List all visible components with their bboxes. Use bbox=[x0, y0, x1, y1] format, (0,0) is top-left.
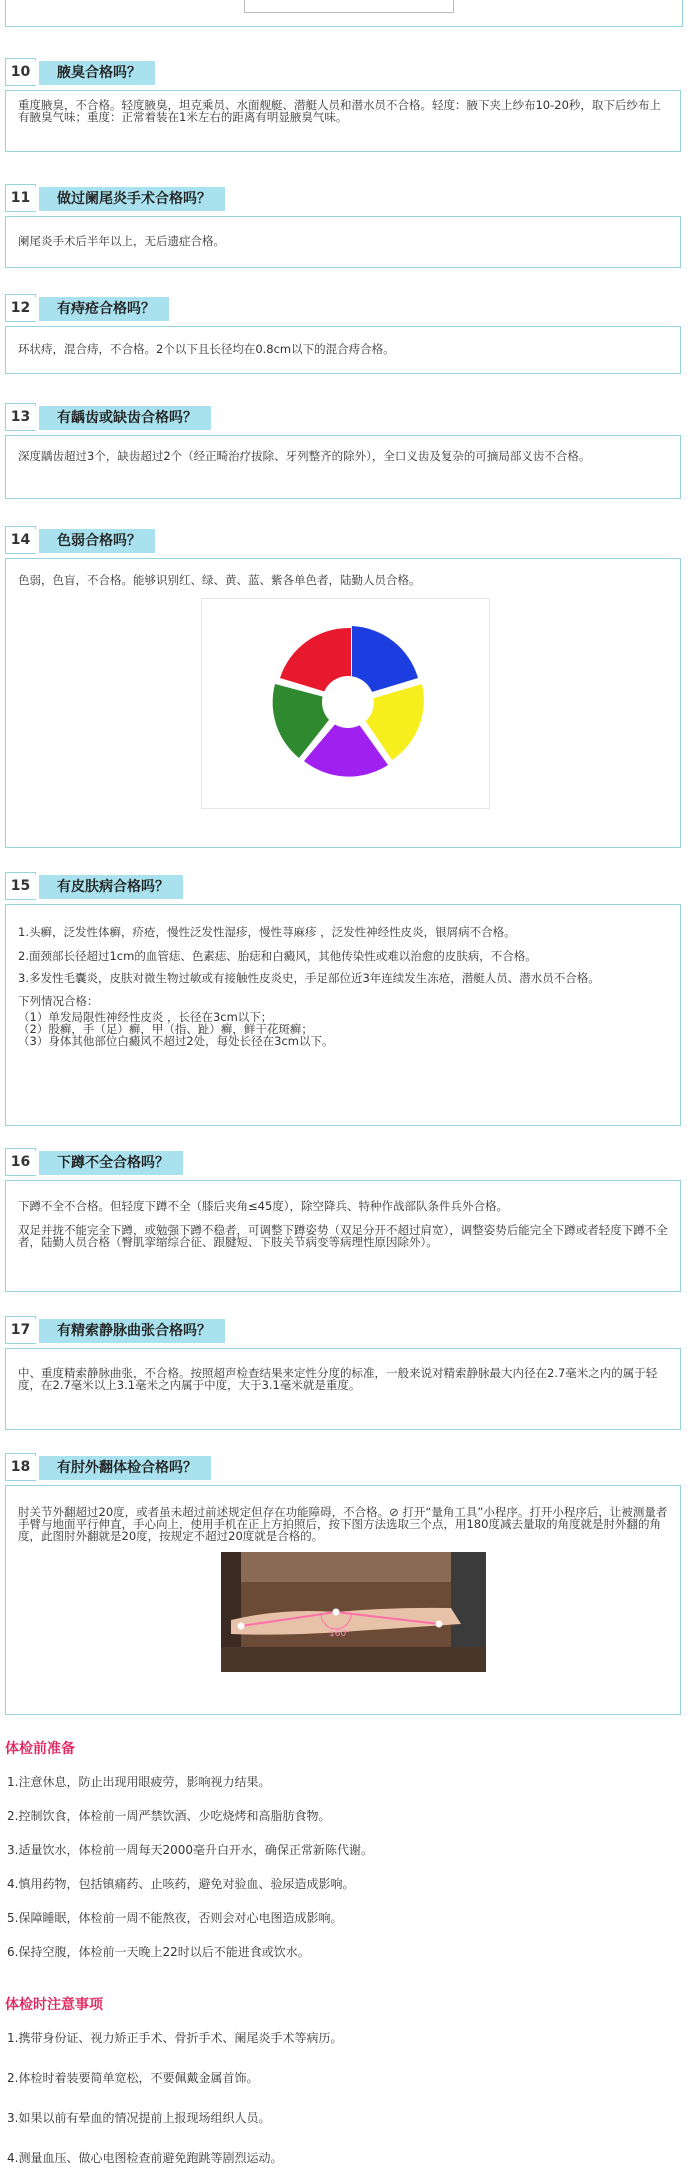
section-content bbox=[5, 558, 681, 848]
previous-image-frame bbox=[244, 0, 454, 13]
list-item: （2）股癣，手（足）癣，甲（指、趾）癣，鲜干花斑癣； bbox=[18, 1022, 313, 1036]
paragraph: 3.多发性毛囊炎，皮肤对微生物过敏或有接触性皮炎史，手足部位近3年连续发生冻疮，潜艇人员、潜水员不合格。 bbox=[18, 971, 600, 985]
section-header bbox=[5, 294, 685, 322]
section-12 bbox=[5, 294, 685, 374]
section-number: 11 bbox=[5, 184, 36, 212]
paragraph: 深度龋齿超过3个，缺齿超过2个（经正畸治疗拔除、牙列整齐的除外），全口义齿及复杂的可摘局部义齿不合格。 bbox=[18, 449, 591, 463]
section-number: 14 bbox=[5, 526, 36, 554]
section-header bbox=[5, 1148, 685, 1176]
section-content bbox=[5, 1485, 681, 1715]
section-title: 有肘外翻体检合格吗？ bbox=[35, 1456, 211, 1480]
prep-item: 3.适量饮水，体检前一周每天2000毫升白开水，确保正常新陈代谢。 bbox=[7, 1843, 373, 1857]
exam-notes bbox=[5, 1994, 685, 2178]
notes-item: 1.携带身份证、视力矫正手术、骨折手术、阑尾炎手术等病历。 bbox=[7, 2031, 343, 2045]
prep-item: 5.保障睡眠，体检前一周不能熬夜，否则会对心电图造成影响。 bbox=[7, 1911, 343, 1925]
section-title: 腋臭合格吗？ bbox=[35, 61, 155, 85]
section-content bbox=[5, 216, 681, 268]
prep-item: 6.保持空腹，体检前一天晚上22时以后不能进食或饮水。 bbox=[7, 1945, 310, 1959]
notes-item: 3.如果以前有晕血的情况提前上报现场组织人员。 bbox=[7, 2111, 271, 2125]
elbow-photo-svg bbox=[221, 1552, 486, 1672]
paragraph: 中、重度精索静脉曲张，不合格。按照超声检查结果来定性分度的标准，一般来说对精索静脉最大内径在2.7毫米之内的属于轻度，在2.7毫米以上3.1毫米之内属于中度，大于3.1毫米就是重度。 bbox=[18, 1366, 658, 1392]
section-content bbox=[5, 1180, 681, 1292]
section-header bbox=[5, 1453, 685, 1481]
prep-item: 2.控制饮食，体检前一周严禁饮酒、少吃烧烤和高脂肪食物。 bbox=[7, 1809, 331, 1823]
notes-item: 2.体检时着装要简单宽松，不要佩戴金属首饰。 bbox=[7, 2071, 259, 2085]
prep-item: 1.注意休息，防止出现用眼疲劳，影响视力结果。 bbox=[7, 1775, 271, 1789]
list-item: （3）身体其他部位白癜风不超过2处，每处长径在3cm以下。 bbox=[18, 1034, 334, 1048]
paragraph: 环状痔，混合痔，不合格。2个以下且长径均在0.8cm以下的混合痔合格。 bbox=[18, 342, 395, 356]
section-title: 有痔疮合格吗？ bbox=[35, 297, 169, 321]
section-title: 色弱合格吗？ bbox=[35, 529, 155, 553]
paragraph: 双足并拢不能完全下蹲，或勉强下蹲不稳者，可调整下蹲姿势（双足分开不超过肩宽），调整姿势后能完全下蹲或者轻度下蹲不全者，陆勤人员合格（臀肌挛缩综合征、跟腱短、下肢关节病变等病理性原因除外）。 bbox=[18, 1223, 668, 1249]
color-wheel-svg bbox=[202, 599, 489, 808]
list-item: （1）单发局限性神经性皮炎 ，长径在3cm以下； bbox=[18, 1010, 273, 1024]
section-header bbox=[5, 58, 685, 86]
previous-content-box bbox=[5, 0, 683, 27]
section-number: 12 bbox=[5, 294, 36, 322]
section-header bbox=[5, 526, 685, 554]
paragraph: 阑尾炎手术后半年以上，无后遗症合格。 bbox=[18, 234, 225, 248]
section-header bbox=[5, 403, 685, 431]
paragraph: 1.头癣，泛发性体癣，疥疮，慢性泛发性湿疹，慢性荨麻疹 ，泛发性神经性皮炎，银屑病不合格。 bbox=[18, 925, 516, 939]
section-10 bbox=[5, 58, 685, 152]
section-16 bbox=[5, 1148, 685, 1292]
prep-item: 4.慎用药物，包括镇痛药、止咳药，避免对验血、验尿造成影响。 bbox=[7, 1877, 355, 1891]
section-title: 下蹲不全合格吗？ bbox=[35, 1151, 183, 1175]
elbow-angle-photo bbox=[221, 1552, 486, 1672]
paragraph: 下列情况合格： bbox=[18, 994, 99, 1008]
paragraph: 重度腋臭，不合格。轻度腋臭，坦克乘员、水面舰艇、潜艇人员和潜水员不合格。轻度：腋下夹上纱布10-20秒，取下后纱布上有腋臭气味；重度：正常着装在1米左右的距离有明显腋臭气味。 bbox=[18, 98, 661, 124]
section-13 bbox=[5, 403, 685, 499]
angle-label: 160° bbox=[329, 1629, 351, 1639]
section-number: 13 bbox=[5, 403, 36, 431]
section-content bbox=[5, 90, 681, 152]
exam-preparation bbox=[5, 1738, 685, 1976]
color-wheel-image bbox=[201, 598, 490, 809]
section-title: 有皮肤病合格吗？ bbox=[35, 875, 183, 899]
paragraph: 肘关节外翻超过20度，或者虽未超过前述规定但存在功能障碍，不合格。⊘ 打开“量角工具”小程序。打开小程序后，让被测量者手臂与地面平行伸直，手心向上，使用手机在正上方拍照后，按下图方法选取三个点，用180度减去量取的角度就是肘外翻的角度，此图肘外翻就是20度，按规定不超过20度就是合格的。 bbox=[18, 1505, 668, 1543]
paragraph: 色弱，色盲，不合格。能够识别红、绿、黄、蓝、紫各单色者，陆勤人员合格。 bbox=[18, 573, 421, 587]
section-title: 有龋齿或缺齿合格吗？ bbox=[35, 406, 211, 430]
section-number: 10 bbox=[5, 58, 36, 86]
section-15 bbox=[5, 872, 685, 1126]
section-header bbox=[5, 872, 685, 900]
section-number: 16 bbox=[5, 1148, 36, 1176]
paragraph: 下蹲不全不合格。但轻度下蹲不全（膝后夹角≤45度），除空降兵、特种作战部队条件兵外合格。 bbox=[18, 1199, 509, 1213]
section-number: 18 bbox=[5, 1453, 36, 1481]
notes-title: 体检时注意事项 bbox=[5, 1997, 103, 2013]
paragraph: 2.面颈部长径超过1cm的血管痣、色素痣、胎痣和白癜风，其他传染性或难以治愈的皮肤病，不合格。 bbox=[18, 949, 537, 963]
section-17 bbox=[5, 1316, 685, 1430]
prep-title: 体检前准备 bbox=[5, 1741, 75, 1757]
section-title: 有精索静脉曲张合格吗？ bbox=[35, 1319, 225, 1343]
section-content bbox=[5, 326, 681, 374]
section-header bbox=[5, 184, 685, 212]
section-number: 17 bbox=[5, 1316, 36, 1344]
section-title: 做过阑尾炎手术合格吗？ bbox=[35, 187, 225, 211]
section-content bbox=[5, 435, 681, 499]
section-header bbox=[5, 1316, 685, 1344]
section-content bbox=[5, 1348, 681, 1430]
section-number: 15 bbox=[5, 872, 36, 900]
notes-item: 4.测量血压、做心电图检查前避免跑跳等剧烈运动。 bbox=[7, 2151, 283, 2165]
section-18 bbox=[5, 1453, 685, 1715]
section-14 bbox=[5, 526, 685, 848]
section-11 bbox=[5, 184, 685, 268]
section-content bbox=[5, 904, 681, 1126]
